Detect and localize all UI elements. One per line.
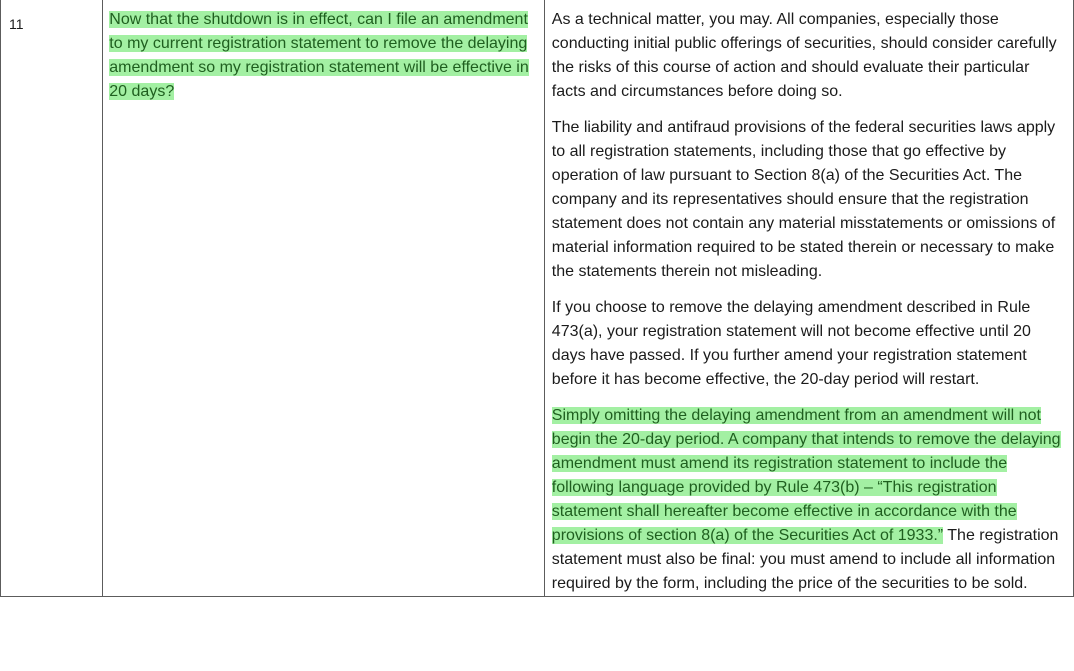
question-text[interactable]: Now that the shutdown is in effect, can I file an amendment to my current registration statement to remove the delaying amendment so my registration statement will be effective in 20 days? — [109, 11, 529, 100]
answer-paragraph-4-rest: The registration statement must also be final: you must amend to include all information required by the form, including the price of the securities to be sold. — [551, 527, 1059, 592]
table-row — [1, 0, 1074, 597]
answer-paragraph-2: The liability and antifraud provisions of the federal securities laws apply to all registration statements, including those that go effective by operation of law pursuant to Section 8(a) of the Securities Act. The company and its representatives should ensure that the registration statement does not contain any material misstatements or omissions of material information required to be stated therein or necessary to make the statements therein not misleading. — [551, 119, 1056, 280]
answer-highlighted-text[interactable]: Simply omitting the delaying amendment from an amendment will not begin the 20-day period. A company that intends to remove the delaying amendment must amend its registration statement to include the following language provided by Rule 473(b) – “This registration statement shall hereafter become effective in accordance with the provisions of section 8(a) of the Securities Act of 1933.” — [551, 407, 1061, 544]
row-number: 11 — [1, 0, 103, 597]
answer-paragraph-1: As a technical matter, you may. All companies, especially those conducting initial public offerings of securities, should consider carefully the risks of this course of action and should evaluate their particular facts and circumstances before doing so. — [551, 11, 1057, 100]
answer-paragraph-3: If you choose to remove the delaying amendment described in Rule 473(a), your registration statement will not become effective until 20 days have passed. If you further amend your registration statement before it has become effective, the 20-day period will restart. — [551, 299, 1031, 388]
answer-cell — [544, 0, 1073, 597]
question-cell — [103, 0, 545, 597]
answer-paragraph-4 — [552, 404, 1061, 596]
